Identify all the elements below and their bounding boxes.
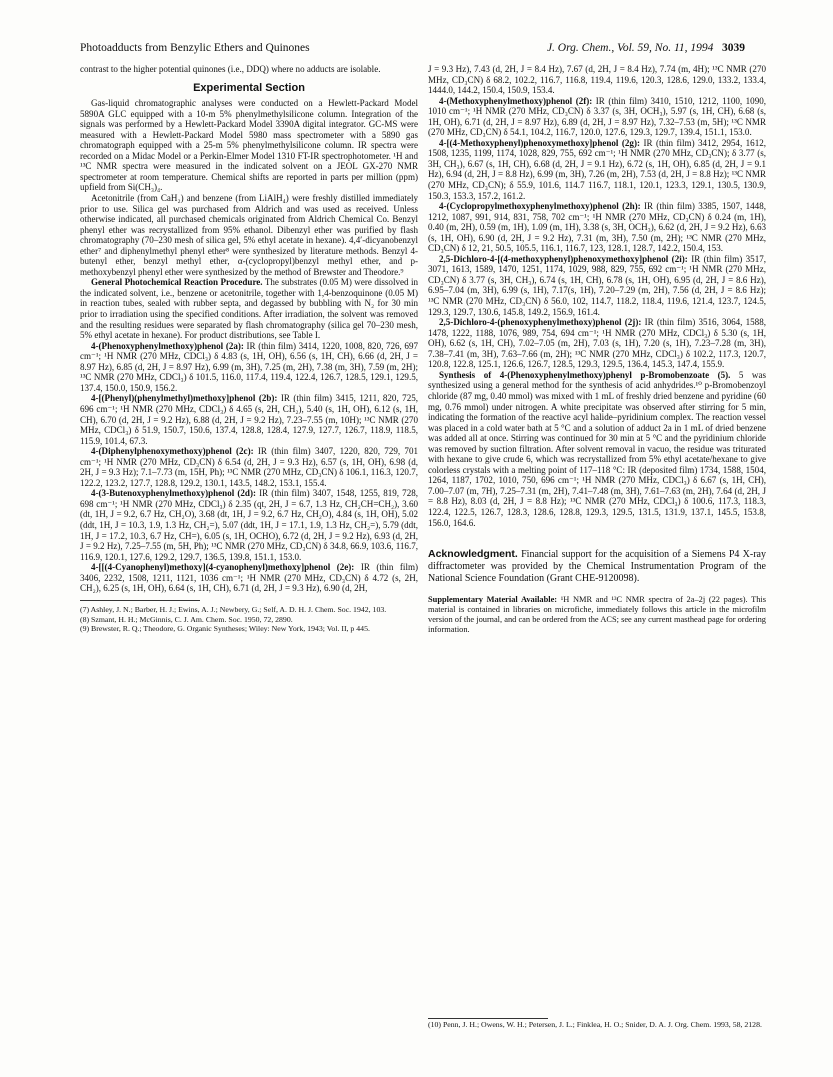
compound-2h: 4-(Cyclopropylmethoxyphenylmethoxy)phenol (2h): IR (thin film) 3385, 1507, 1448, 1212, 1087, 991, 914, 831, 758, 702 cm⁻¹; ¹H NMR (270 MHz, CD₃CN) δ 0.24 (m, 1H), 0.40 (m, 2H), 0.59 (m, 1H), 1.09 (m, 1H), 3.38 (s, 3H, OCH₃), 6.62 (d, 2H, J = 9.2 Hz), 6.63 (s, 1H, OH), 6.90 (d, 2H, J = 9.2 Hz), 7.31 (m, 3H), 7.50 (m, 2H); ¹³C NMR (270 MHz, CD₃CN) δ 12, 21, 50.5, 105.5, 116.1, 116.7, 123, 128.1, 128.7, 142.2, 150.4, 153. [428,201,766,254]
journal-citation [547,42,745,54]
footnote-8: (8) Szmant, H. H.; McGinnis, C. J. Am. Chem. Soc. 1950, 72, 2890. [80,614,293,624]
reagents-paragraph: Acetonitrile (from CaH₂) and benzene (from LiAlH₄) were freshly distilled immediately prior to use. Silica gel was purchased from Aldrich and was used as received. Unless otherwise indicated, all purchased chemicals originated from Aldrich Chemical Co. Benzyl phenyl ether was recrystallized from 95% ethanol. Dibenzyl ether was purified by flash chromatography (70–230 mesh of silica gel, 5% ethyl acetate in hexane). 4,4′-dicyanobenzyl ether⁷ and diphenylmethyl phenyl ether⁸ were synthesized by literature methods. Benzyl 4-butenyl ether, benzyl methyl ether, α-(cyclopropyl)benzyl methyl ether, and p-methoxybenzyl phenyl ether were synthesized by the method of Brewster and Theodore.⁹ [80,193,418,277]
journal-name: J. Org. Chem., Vol. 59, No. 11, 1994 [546,42,714,54]
left-column [80,64,418,634]
footnotes-left [80,605,418,634]
section-title: Experimental Section [193,81,305,94]
instruments-paragraph: Gas-liquid chromatographic analyses were conducted on a Hewlett-Packard Model 5890A GLC equipped with a 10-m 5% phenylmethylsilicone column. Integration of the signals was performed by a Hewlett-Packard Model 3390A digital integrator. GC-MS were measured with a Hewlett-Packard Model 5980 mass spectrometer with a 5890 gas chromatograph equipped with a 25-m 5% phenylmethylsilicone column. IR spectra were recorded on a Midac Model or a Perkin-Elmer Model 1310 FT-IR spectrophotometer. ¹H and ¹³C NMR spectra were measured in the indicated solvent on a JEOL GX-270 NMR spectrometer at room temperature. Chemical shifts are reported in parts per million (ppm) upfield from Si(CH₃)₄. [80,98,418,193]
compound-2b: 4-[(Phenyl)(phenylmethyl)methoxy]phenol (2b): IR (thin film) 3415, 1211, 820, 725, 696 cm⁻¹; ¹H NMR (270 MHz, CDCl₃) δ 4.65 (s, 2H, CH₂), 5.40 (s, 1H, OH), 6.12 (s, 1H, CH), 6.70 (d, 2H, J = 9.2 Hz), 6.88 (d, 2H, J = 9.2 Hz), 7.23–7.55 (m, 10H); ¹³C NMR (270 MHz, CDCl₃) δ 51.9, 150.7, 150.6, 137.4, 128.8, 128.4, 127.9, 127.7, 126.7, 118.9, 118.5, 115.9, 101.4, 67.3. [80,393,419,446]
right-column [428,64,766,635]
compound-2i-heading: 2,5-Dichloro-4-[(4-methoxyphenyl)phenoxymethoxy]phenol (2i): [439,253,688,264]
page-number: 3039 [722,42,745,54]
acknowledgment-heading: Acknowledgment. [428,548,518,561]
acknowledgment: Acknowledgment. Financial support for the acquisition of a Siemens P4 X-ray diffractometer was provided by the Chemical Instrumentation Program of the National Science Foundation (Grant CHE-9120098). [428,548,766,585]
compound-2e: 4-[[(4-Cyanophenyl)methoxy](4-cyanophenyl)methoxy]phenol (2e): IR (thin film) 3406, 2232, 1508, 1211, 1121, 1036 cm⁻¹; ¹H NMR (270 MHz, CD₃CN) δ 4.72 (s, 2H, CH₂), 6.25 (s, 1H, OH), 6.64 (s, 1H, CH), 6.71 (d, 2H, J = 9.3 Hz), 6.90 (d, 2H, [80,562,419,594]
compound-2a-heading: 4-(Phenoxyphenylmethoxy)phenol (2a): [91,340,244,351]
footnote-rule [80,600,200,601]
compound-2d: 4-(3-Butenoxyphenylmethoxy)phenol (2d): IR (thin film) 3407, 1548, 1255, 819, 728, 698 cm⁻¹; ¹H NMR (270 MHz, CDCl₃) δ 2.35 (qt, 2H, J = 6.7, 1.3 Hz, CH₂CH=CH₂), 3.60 (dt, 1H, J = 9.2, 6.7 Hz, CH₂O), 3.68 (dt, 1H, J = 9.2, 6.7 Hz, CH₂O), 4.84 (s, 1H, OH), 5.02 (ddt, 1H, J = 10.3, 1.9, 1.3 Hz, CH₂=), 5.07 (ddt, 1H, J = 17.1, 1.9, 1.3 Hz, CH₂=), 5.79 (ddt, 1H, J = 17.2, 10.3, 6.7 Hz, CH=), 6.05 (s, 1H, OCHO), 6.72 (d, 2H, J = 9.2 Hz), 6.93 (d, 2H, J = 9.2 Hz), 7.25–7.55 (m, 5H, Ph); ¹³C NMR (270 MHz, CD₃CN) δ 34.8, 66.9, 103.6, 116.7, 116.9, 120.1, 127.6, 129.2, 129.7, 136.5, 139.8, 151.1, 153.0. [80,488,418,562]
compound-2f: 4-(Methoxyphenylmethoxy)phenol (2f): IR (thin film) 3410, 1510, 1212, 1100, 1090, 1010 cm⁻¹; ¹H NMR (270 MHz, CD₃CN) δ 3.37 (s, 3H, OCH₃), 5.97 (s, 1H, CH), 6.68 (s, 1H, OH), 6.71 (d, 2H, J = 8.97 Hz), 6.89 (d, 2H, J = 8.97 Hz), 7.32–7.53 (m, 5H); ¹³C NMR (270 MHz, CD₃CN) δ 54.1, 104.2, 116.7, 120.0, 127.6, 129.3, 129.7, 139.4, 151.1, 153.0. [428,95,767,138]
compound-2g-heading: 4-[(4-Methoxyphenyl)phenoxymethoxy]phenol (2g): [439,137,640,148]
intro-paragraph: contrast to the higher potential quinones (i.e., DDQ) where no adducts are isolable. [80,64,381,74]
compound-2i: 2,5-Dichloro-4-[(4-methoxyphenyl)phenoxymethoxy]phenol (2i): IR (thin film) 3517, 3071, 1613, 1589, 1470, 1251, 1174, 1029, 988, 829, 755, 692 cm⁻¹; ¹H NMR (270 MHz, CD₃CN) δ 3.77 (s, 3H, CH₃), 6.74 (s, 1H, CH), 6.78 (s, 1H, OH), 6.95 (d, 2H, J = 8.6 Hz), 6.95–7.04 (m, 3H), 6.99 (s, 1H), 7.17(s, 1H), 7.20–7.29 (m, 2H), 7.56 (d, 2H, J = 8.6 Hz); ¹³C NMR (270 MHz, CD₃CN) δ 56.0, 102, 114.7, 118.2, 118.4, 119.6, 121.4, 123.7, 124.5, 129.3, 129.7, 130.6, 145.8, 149.2, 156.9, 161.4. [428,253,767,317]
supplementary-material: Supplementary Material Available: ¹H NMR and ¹³C NMR spectra of 2a–2j (22 pages). This material is contained in libraries on microfiche, immediately follows this article in the microfilm version of the journal, and can be ordered from the ACS; see any current masthead page for ordering information. [428,595,767,635]
footnote-9: (9) Brewster, R. Q.; Theodore, G. Organic Syntheses; Wiley: New York, 1943; Vol. II, p 445. [80,624,370,634]
synthesis-5: Synthesis of 4-(Phenoxyphenylmethoxy)phenyl p-Bromobenzoate (5). 5 was synthesized using a general method for the synthesis of acid anhydrides.¹⁰ p-Bromobenzoyl chloride (87 mg, 0.40 mmol) was mixed with 1 mL of freshly dried benzene and pyridine (60 mg, 0.76 mmol) under nitrogen. A white precipitate was observed after stirring for 5 min, indicating the formation of the reactive acyl halide–pyridinium complex. The reaction vessel was placed in a cold water bath at 5 °C and a solution of adduct 2a in 1 mL of dried benzene was added all at once. Stirring was continued for 30 min at 5 °C and the pyridinium chloride was removed by suction filtration. After solvent removal in vacuo, the residue was triturated with hexane to give crude 6, which was recrystallized from 5% ethyl acetate/hexane to give colorless crystals with a melting point of 117–118 °C: IR (deposited film) 1734, 1588, 1504, 1264, 1187, 1702, 1010, 750, 696 cm⁻¹; ¹H NMR (270 MHz, CDCl₃) δ 6.67 (s, 1H, CH), 7.00–7.07 (m, 7H), 7.25–7.31 (m, 2H), 7.41–7.48 (m, 3H), 7.61–7.63 (m, 2H), 7.64 (d, 2H, J = 8.8 Hz), 8.03 (d, 2H, J = 8.8 Hz); ¹³C NMR (270 MHz, CDCl₃) δ 100.6, 117.3, 118.3, 122.4, 122.5, 126.7, 128.3, 128.6, 128.8, 129.3, 129.5, 131.5, 131.9, 137.1, 145.5, 153.8, 156.0, 164.6. [428,369,766,528]
footnote-7: (7) Ashley, J. N.; Barber, H. J.; Ewins, A. J.; Newbery, G.; Self, A. D. H. J. Chem. Soc. 1942, 103. [80,604,387,614]
compound-2b-heading: 4-[(Phenyl)(phenylmethyl)methoxy]phenol (2b): [91,393,278,404]
compound-2c-heading: 4-(Diphenylphenoxymethoxy)phenol (2c): [91,446,254,457]
compound-2d-heading: 4-(3-Butenoxyphenylmethoxy)phenol (2d): [91,488,256,499]
compound-2c: 4-(Diphenylphenoxymethoxy)phenol (2c): IR (thin film) 3407, 1220, 820, 729, 701 cm⁻¹; ¹H NMR (270 MHz, CD₃CN) δ 6.54 (d, 2H, J = 9.3 Hz), 6.57 (s, 1H, OH), 6.98 (d, 2H, J = 9.3 Hz); 7.1–7.73 (m, 15H, Ph); ¹³C NMR (270 MHz, CD₃CN) δ 106.1, 116.3, 120.7, 122.2, 123.2, 127.7, 128.8, 129.2, 130.1, 143.5, 148.2, 153.1, 155.4. [80,446,418,488]
supplementary-heading: Supplementary Material Available: [428,595,558,605]
procedure-heading: General Photochemical Reaction Procedure. [91,277,263,288]
procedure-paragraph: General Photochemical Reaction Procedure. The substrates (0.05 M) were dissolved in the indicated solvent, i.e., benzene or acetonitrile, together with 1,4-benzoquinone (0.05 M) in reaction tubes, sealed with rubber septa, and degassed by bubbling with N₂ for 30 min prior to irradiation using the specified conditions. After irradiation, the solvent was removed and the resulting residues were separated by flash chromatography (silica gel 70–230 mesh, 5% ethyl acetate in hexane). For product distributions, see Table I. [80,277,418,341]
footnote-10: (10) Penn, J. H.; Owens, W. H.; Petersen, J. L.; Finklea, H. O.; Snider, D. A. J. Org. Chem. 1993, 58, 2128. [428,1019,762,1029]
compound-2j-heading: 2,5-Dichloro-4-(phenoxyphenylmethoxy)phenol (2j): [439,317,642,328]
running-title: Photoadducts from Benzylic Ethers and Quinones [80,42,310,54]
compound-2e-heading: 4-[[(4-Cyanophenyl)methoxy](4-cyanophenyl)methoxy]phenol (2e): [91,562,355,573]
footnotes-right [428,1012,766,1029]
compound-2j: 2,5-Dichloro-4-(phenoxyphenylmethoxy)phenol (2j): IR (thin film) 3516, 3064, 1588, 1478, 1222, 1188, 1076, 989, 754, 694 cm⁻¹; ¹H NMR (270 MHz, CDCl₃) δ 5.30 (s, 1H, OH), 6.62 (s, 1H, CH), 7.02–7.05 (m, 2H), 7.03 (s, 1H), 7.20 (s, 1H), 7.23–7.28 (m, 3H), 7.38–7.41 (m, 3H), 7.63–7.66 (m, 2H); ¹³C NMR (270 MHz, CDCl₃) δ 102.2, 117.3, 120.7, 120.8, 122.8, 125.1, 126.6, 126.7, 128.5, 129.3, 129.5, 136.4, 145.3, 147.4, 155.9. [428,317,766,370]
compound-2g: 4-[(4-Methoxyphenyl)phenoxymethoxy]phenol (2g): IR (thin film) 3412, 2954, 1612, 1508, 1235, 1199, 1174, 1028, 829, 755, 692 cm⁻¹; ¹H NMR (270 MHz, CD₃CN); δ 3.77 (s, 3H, CH₃), 6.67 (s, 1H, CH), 6.68 (d, 2H, J = 9.1 Hz), 6.72 (s, 1H, OH), 6.85 (d, 2H, J = 9.1 Hz), 6.94 (d, 2H, J = 8.8 Hz), 6.99 (m, 3H), 7.26 (m, 2H), 7.53 (d, 2H, J = 8.8 Hz); ¹³C NMR (270 MHz, CD₃CN); δ 55.9, 101.6, 114.7 116.7, 118.1, 120.1, 123.3, 129.1, 130.5, 130.9, 150.3, 153.3, 157.2, 161.2. [428,137,767,201]
compound-2h-heading: 4-(Cyclopropylmethoxyphenylmethoxy)phenol (2h): [439,201,641,212]
compound-2f-heading: 4-(Methoxyphenylmethoxy)phenol (2f): [439,95,593,106]
compound-2e-continued: J = 9.3 Hz), 7.43 (d, 2H, J = 8.4 Hz), 7.67 (d, 2H, J = 8.4 Hz), 7.74 (m, 4H); ¹³C NMR (270 MHz, CD₃CN) δ 68.2, 102.2, 116.7, 116.8, 119.4, 119.6, 120.3, 128.6, 129.0, 133.2, 133.4, 1444.0, 144.2, 150.4, 150.9, 153.4. [428,64,766,96]
compound-2a: 4-(Phenoxyphenylmethoxy)phenol (2a): IR (thin film) 3414, 1220, 1008, 820, 726, 697 cm⁻¹; ¹H NMR (270 MHz, CDCl₃) δ 4.83 (s, 1H, OH), 6.56 (s, 1H, CH), 6.66 (d, 2H, J = 8.97 Hz), 6.85 (d, 2H, J = 8.97 Hz), 6.99 (m, 3H), 7.25 (m, 2H), 7.38 (m, 3H), 7.59 (m, 2H); ¹³C NMR (270 MHz, CDCl₃) δ 101.5, 116.0, 117.4, 119.4, 122.4, 126.7, 128.5, 129.1, 129.5, 137.4, 150.0, 150.9, 156.2. [80,340,418,393]
synthesis-5-heading: Synthesis of 4-(Phenoxyphenylmethoxy)phenyl p-Bromobenzoate (5). [439,369,731,380]
